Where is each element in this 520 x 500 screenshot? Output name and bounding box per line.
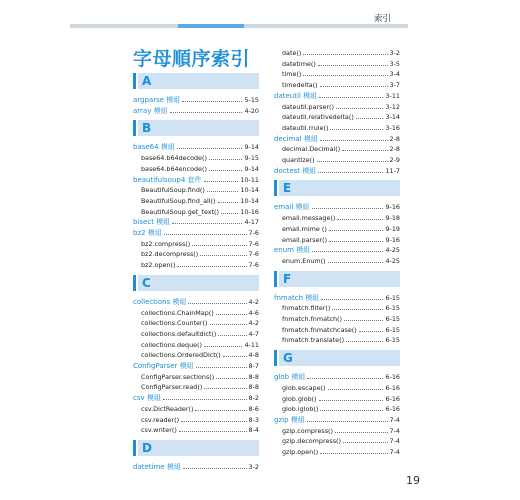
index-term: ConfigParser.sections(): [141, 372, 215, 381]
section-header-g: [274, 350, 400, 366]
index-entry-base64-b64decode: [141, 152, 259, 162]
index-term: BeautifulSoup.find(): [141, 186, 205, 195]
index-page-ref: 8-8: [248, 383, 259, 392]
index-page-ref: 4-2: [248, 319, 259, 328]
dot-leader: [318, 172, 383, 173]
section-band: [279, 350, 400, 366]
index-term: email.parser(): [282, 235, 328, 244]
index-entry-collections-ordereddict: [141, 349, 259, 359]
index-page-ref: 6-15: [385, 315, 400, 323]
index-term: base64.b64encode(): [141, 164, 207, 173]
index-page-ref: 3-5: [389, 59, 400, 68]
index-page-ref: 3-11: [385, 91, 400, 100]
index-page-ref: 4-7: [248, 329, 259, 338]
dot-leader: [344, 320, 383, 321]
index-entry-doctest: [274, 165, 400, 175]
index-entry-timedelta: [282, 79, 400, 89]
index-term: fnmatch.translate(): [282, 336, 345, 345]
dot-leader: [204, 181, 239, 182]
index-entry-base64: [133, 141, 259, 151]
index-page-ref: 3-14: [385, 113, 400, 122]
index-entry-datetime: [282, 58, 400, 68]
dot-leader: [200, 255, 246, 256]
dot-leader: [356, 118, 384, 119]
index-entry-beautifulsoup-find-all: [141, 195, 259, 205]
dot-leader: [207, 191, 239, 192]
index-entry-csv: [133, 392, 259, 402]
dot-leader: [192, 245, 246, 246]
dot-leader: [336, 108, 383, 109]
index-page-ref: 2-8: [389, 145, 400, 154]
index-page-ref: 3-12: [385, 102, 400, 111]
index-term: beautifulsoup4 套件: [133, 175, 202, 184]
page-number: 19: [406, 474, 420, 487]
index-page-ref: 6-15: [385, 304, 400, 313]
index-term: array 模組: [133, 106, 168, 115]
index-entry-fnmatch: [274, 292, 400, 302]
index-term: ConfigParser.read(): [141, 383, 203, 392]
dot-leader: [196, 367, 247, 368]
index-page-ref: 8-4: [248, 426, 259, 435]
dot-leader: [332, 309, 383, 310]
index-entry-beautifulsoup4: [133, 174, 259, 184]
index-entry-collections-deque: [141, 339, 259, 349]
index-entry-csv-reader: [141, 414, 259, 424]
dot-leader: [181, 421, 246, 422]
index-term: ConfigParser 模組: [133, 362, 194, 370]
dot-leader: [209, 170, 243, 171]
index-term: email.message(): [282, 214, 336, 223]
index-term: doctest 模組: [274, 166, 317, 175]
section-letter: E: [283, 181, 292, 196]
section-header-d: [133, 440, 259, 456]
index-entry-gzip: [274, 414, 400, 424]
index-entry-glob-escape: [282, 382, 400, 392]
index-entry-csv-dictreader: [141, 403, 259, 413]
dot-leader: [328, 262, 384, 263]
index-page-ref: 6-16: [385, 394, 400, 403]
dot-leader: [330, 129, 383, 130]
section-letter: F: [283, 271, 292, 286]
index-entry-base64-b64encode: [141, 163, 259, 173]
index-term: email.mime (): [282, 224, 327, 233]
index-term: glob.escape(): [282, 383, 326, 392]
section-band: [138, 275, 259, 291]
index-page-ref: 8-8: [248, 372, 259, 381]
index-page-ref: 9-16: [385, 203, 400, 212]
index-term: bz2 模組: [133, 229, 162, 237]
index-term: collections.defaultdict(): [141, 329, 217, 338]
dot-leader: [303, 54, 387, 55]
dot-leader: [312, 208, 384, 209]
index-term: gzip 模組: [274, 415, 305, 424]
index-entry-email-mime: [282, 223, 400, 233]
dot-leader: [204, 346, 242, 347]
page-title: 字母順序索引: [133, 48, 251, 70]
dot-leader: [209, 159, 243, 160]
index-entry-glob-iglob: [282, 403, 400, 413]
index-entry-bz2: [133, 227, 259, 237]
index-entry-enum: [274, 244, 400, 254]
index-page-ref: 7-6: [248, 229, 259, 237]
index-term: csv.writer(): [141, 426, 177, 435]
index-page-ref: 10-14: [240, 186, 259, 195]
index-term: BeautifulSoup.get_text(): [141, 207, 220, 216]
section-letter: D: [142, 440, 152, 455]
index-entry-argparse: [133, 94, 259, 104]
index-entry-email-message: [282, 212, 400, 222]
index-page-ref: 9-15: [244, 154, 259, 163]
dot-leader: [182, 101, 242, 102]
dot-leader: [164, 234, 247, 235]
dot-leader: [329, 230, 384, 231]
index-term: dateutil.relativedelta(): [282, 113, 354, 122]
section-header-b: [133, 120, 259, 136]
index-term: csv.reader(): [141, 415, 180, 424]
index-entry-array: [133, 105, 259, 115]
index-page-ref: 6-16: [385, 373, 400, 382]
index-entry-decimal: [274, 133, 400, 143]
index-entry-decimal-decimal: [282, 143, 400, 153]
section-header-f: [274, 271, 400, 287]
index-term: base64 模組: [133, 143, 175, 152]
dot-leader: [223, 356, 247, 357]
dot-leader: [303, 75, 387, 76]
index-entry-dateutil: [274, 90, 400, 100]
dot-leader: [335, 432, 388, 433]
index-entry-email: [274, 201, 400, 211]
index-page-ref: 7-4: [389, 437, 400, 446]
index-entry-gzip-open: [282, 446, 400, 456]
section-letter: A: [142, 74, 152, 88]
dot-leader: [307, 421, 388, 422]
index-term: bz2.open(): [141, 261, 176, 270]
dot-leader: [328, 389, 384, 390]
index-page-ref: 7-4: [389, 448, 400, 456]
index-term: email 模組: [274, 203, 310, 212]
index-term: enum 模組: [274, 246, 311, 255]
index-page-ref: 8-6: [248, 404, 259, 413]
dot-leader: [320, 140, 388, 141]
index-page-ref: 3-16: [385, 123, 400, 132]
dot-leader: [204, 388, 246, 389]
index-page-ref: 6-15: [385, 325, 400, 334]
index-entry-bz2-compress: [141, 238, 259, 248]
index-entry-glob-glob: [282, 393, 400, 403]
index-term: glob.glob(): [282, 394, 317, 403]
index-page-ref: 9-14: [244, 164, 259, 173]
index-page-ref: 6-15: [385, 336, 400, 345]
dot-leader: [320, 86, 388, 87]
index-entry-csv-writer: [141, 424, 259, 434]
index-page-ref: 4-20: [244, 106, 259, 115]
index-page-ref: 7-4: [389, 426, 400, 435]
header-rule-accent: [178, 24, 244, 28]
dot-leader: [346, 341, 383, 342]
index-term: glob 模組: [274, 373, 306, 382]
index-term: decimal.Decimal(): [282, 145, 341, 154]
index-term: collections.deque(): [141, 340, 203, 349]
index-page-ref: 2-9: [389, 156, 400, 164]
index-page-ref: 3-2: [389, 49, 400, 57]
dot-leader: [319, 97, 383, 98]
dot-leader: [337, 219, 383, 220]
index-page-ref: 4-6: [248, 308, 259, 317]
index-page-ref: 6-16: [385, 383, 400, 392]
index-term: timedelta(): [282, 81, 318, 90]
dot-leader: [319, 400, 384, 401]
running-header: 索引: [374, 14, 392, 24]
dot-leader: [172, 223, 242, 224]
dot-leader: [177, 266, 246, 267]
index-entry-dateutil-parser: [282, 101, 400, 111]
dot-leader: [343, 442, 388, 443]
index-term: dateutil.rrule(): [282, 123, 329, 132]
index-page-ref: 4-8: [248, 351, 259, 360]
index-page-ref: 7-6: [248, 261, 259, 270]
index-page-ref: 4-2: [248, 297, 259, 306]
index-term: bz2.decompress(): [141, 250, 199, 259]
index-term: BeautifulSoup.find_all(): [141, 196, 216, 205]
section-header-a: [133, 73, 259, 89]
dot-leader: [342, 150, 387, 151]
index-term: gzip.decompress(): [282, 437, 342, 446]
index-term: bz2.compress(): [141, 239, 191, 248]
index-term: collections.OrderedDict(): [141, 351, 221, 360]
index-term: datetime 模組: [133, 462, 181, 471]
index-page-ref: 4-25: [385, 246, 400, 255]
index-entry-fnmatch-filter: [282, 302, 400, 312]
index-term: csv.DictReader(): [141, 404, 194, 413]
index-entry-configparser-read: [141, 381, 259, 391]
section-accent-bar: [274, 350, 277, 366]
index-entry-enum-enum: [282, 255, 400, 265]
index-entry-bz2-open: [141, 259, 259, 269]
index-page-ref: 4-17: [244, 218, 259, 227]
index-entry-bz2-decompress: [141, 248, 259, 258]
index-term: dateutil.parser(): [282, 102, 335, 111]
index-term: bisect 模組: [133, 218, 171, 227]
index-page-ref: 8-7: [248, 362, 259, 370]
dot-leader: [170, 112, 243, 113]
index-page-ref: 9-19: [385, 224, 400, 233]
dot-leader: [195, 410, 246, 411]
section-accent-bar: [133, 120, 136, 136]
index-term: collections 模組: [133, 297, 187, 306]
index-term: gzip.compress(): [282, 426, 334, 435]
index-page-ref: 9-16: [385, 235, 400, 244]
index-entry-gzip-decompress: [282, 435, 400, 445]
section-band: [138, 120, 259, 136]
index-term: fnmatch 模組: [274, 293, 320, 302]
index-page-ref: 9-18: [385, 214, 400, 223]
section-letter: G: [283, 351, 293, 366]
index-term: csv 模組: [133, 394, 161, 403]
index-term: argparse 模組: [133, 96, 181, 104]
dot-leader: [183, 468, 247, 469]
dot-leader: [307, 378, 383, 379]
index-page-ref: 3-7: [389, 81, 400, 90]
index-term: quantize(): [282, 156, 315, 164]
index-page-ref: 8-2: [248, 394, 259, 403]
index-page-ref: 4-25: [385, 256, 400, 265]
section-accent-bar: [133, 73, 136, 89]
dot-leader: [179, 431, 247, 432]
index-term: fnmatch.fnmatchcase(): [282, 325, 357, 334]
index-entry-dateutil-rrule: [282, 122, 400, 132]
index-entry-configparser: [133, 360, 259, 370]
index-term: fnmatch.fnmatch(): [282, 315, 343, 323]
section-accent-bar: [133, 440, 136, 456]
index-entry-beautifulsoup-get-text: [141, 206, 259, 216]
section-accent-bar: [133, 275, 136, 291]
dot-leader: [210, 324, 247, 325]
index-entry-dateutil-relativedelta: [282, 111, 400, 121]
index-term: enum.Enum(): [282, 256, 326, 265]
section-letter: B: [142, 121, 152, 136]
index-page-ref: 10-14: [240, 196, 259, 205]
dot-leader: [163, 399, 247, 400]
dot-leader: [312, 251, 383, 252]
index-entry-collections-defaultdict: [141, 328, 259, 338]
index-term: date(): [282, 49, 302, 57]
index-entry-fnmatch-fnmatch: [282, 313, 400, 323]
index-term: decimal 模組: [274, 134, 318, 143]
section-header-e: [274, 180, 400, 196]
index-page-ref: 7-6: [248, 250, 259, 259]
index-term: collections.Counter(): [141, 319, 208, 328]
index-page-ref: 3-2: [248, 462, 259, 471]
index-page-ref: 10-16: [240, 207, 259, 216]
index-term: gzip.open(): [282, 448, 319, 456]
index-page-ref: 8-3: [248, 415, 259, 424]
index-term: time(): [282, 70, 302, 79]
section-header-c: [133, 275, 259, 291]
dot-leader: [177, 148, 243, 149]
index-page-ref: 4-11: [244, 340, 259, 349]
index-entry-collections-counter: [141, 317, 259, 327]
index-entry-glob: [274, 371, 400, 381]
section-accent-bar: [274, 180, 277, 196]
index-page-ref: 5-15: [244, 96, 259, 104]
dot-leader: [221, 213, 238, 214]
index-term: collections.ChainMap(): [141, 308, 214, 317]
index-term: fnmatch.filter(): [282, 304, 331, 313]
index-page-ref: 7-4: [389, 415, 400, 424]
dot-leader: [218, 202, 239, 203]
dot-leader: [216, 378, 246, 379]
dot-leader: [321, 299, 383, 300]
index-page-ref: 10-11: [240, 175, 259, 184]
section-accent-bar: [274, 271, 277, 287]
index-entry-fnmatch-translate: [282, 334, 400, 344]
dot-leader: [329, 241, 383, 242]
index-entry-collections: [133, 296, 259, 306]
dot-leader: [320, 410, 383, 411]
section-band: [138, 440, 259, 456]
index-entry-quantize: [282, 154, 400, 164]
index-page-ref: 6-15: [385, 293, 400, 302]
index-entry-beautifulsoup-find: [141, 184, 259, 194]
index-entry-email-parser: [282, 234, 400, 244]
section-letter: C: [142, 275, 151, 290]
index-entry-datetime: [133, 461, 259, 471]
index-term: datetime(): [282, 59, 316, 68]
dot-leader: [317, 161, 388, 162]
index-entry-configparser-sections: [141, 371, 259, 381]
index-entry-time: [282, 68, 400, 78]
index-entry-date: [282, 47, 400, 57]
section-band: [138, 73, 259, 89]
section-band: [279, 271, 400, 287]
index-page-ref: 6-16: [385, 405, 400, 414]
index-term: glob.iglob(): [282, 405, 319, 414]
index-entry-collections-chainmap: [141, 307, 259, 317]
index-page-ref: 7-6: [248, 239, 259, 248]
section-band: [279, 180, 400, 196]
index-entry-gzip-compress: [282, 425, 400, 435]
dot-leader: [188, 303, 246, 304]
index-page-ref: 2-8: [389, 134, 400, 143]
index-page-ref: 9-14: [244, 143, 259, 152]
dot-leader: [320, 453, 387, 454]
index-page-ref: 11-7: [385, 166, 400, 175]
dot-leader: [216, 314, 247, 315]
index-page-ref: 3-4: [389, 70, 400, 79]
index-entry-fnmatch-fnmatchcase: [282, 324, 400, 334]
dot-leader: [318, 65, 388, 66]
index-entry-bisect: [133, 216, 259, 226]
dot-leader: [359, 331, 384, 332]
index-term: base64.b64decode(): [141, 154, 207, 163]
index-term: dateutil 模組: [274, 91, 318, 100]
dot-leader: [218, 335, 246, 336]
